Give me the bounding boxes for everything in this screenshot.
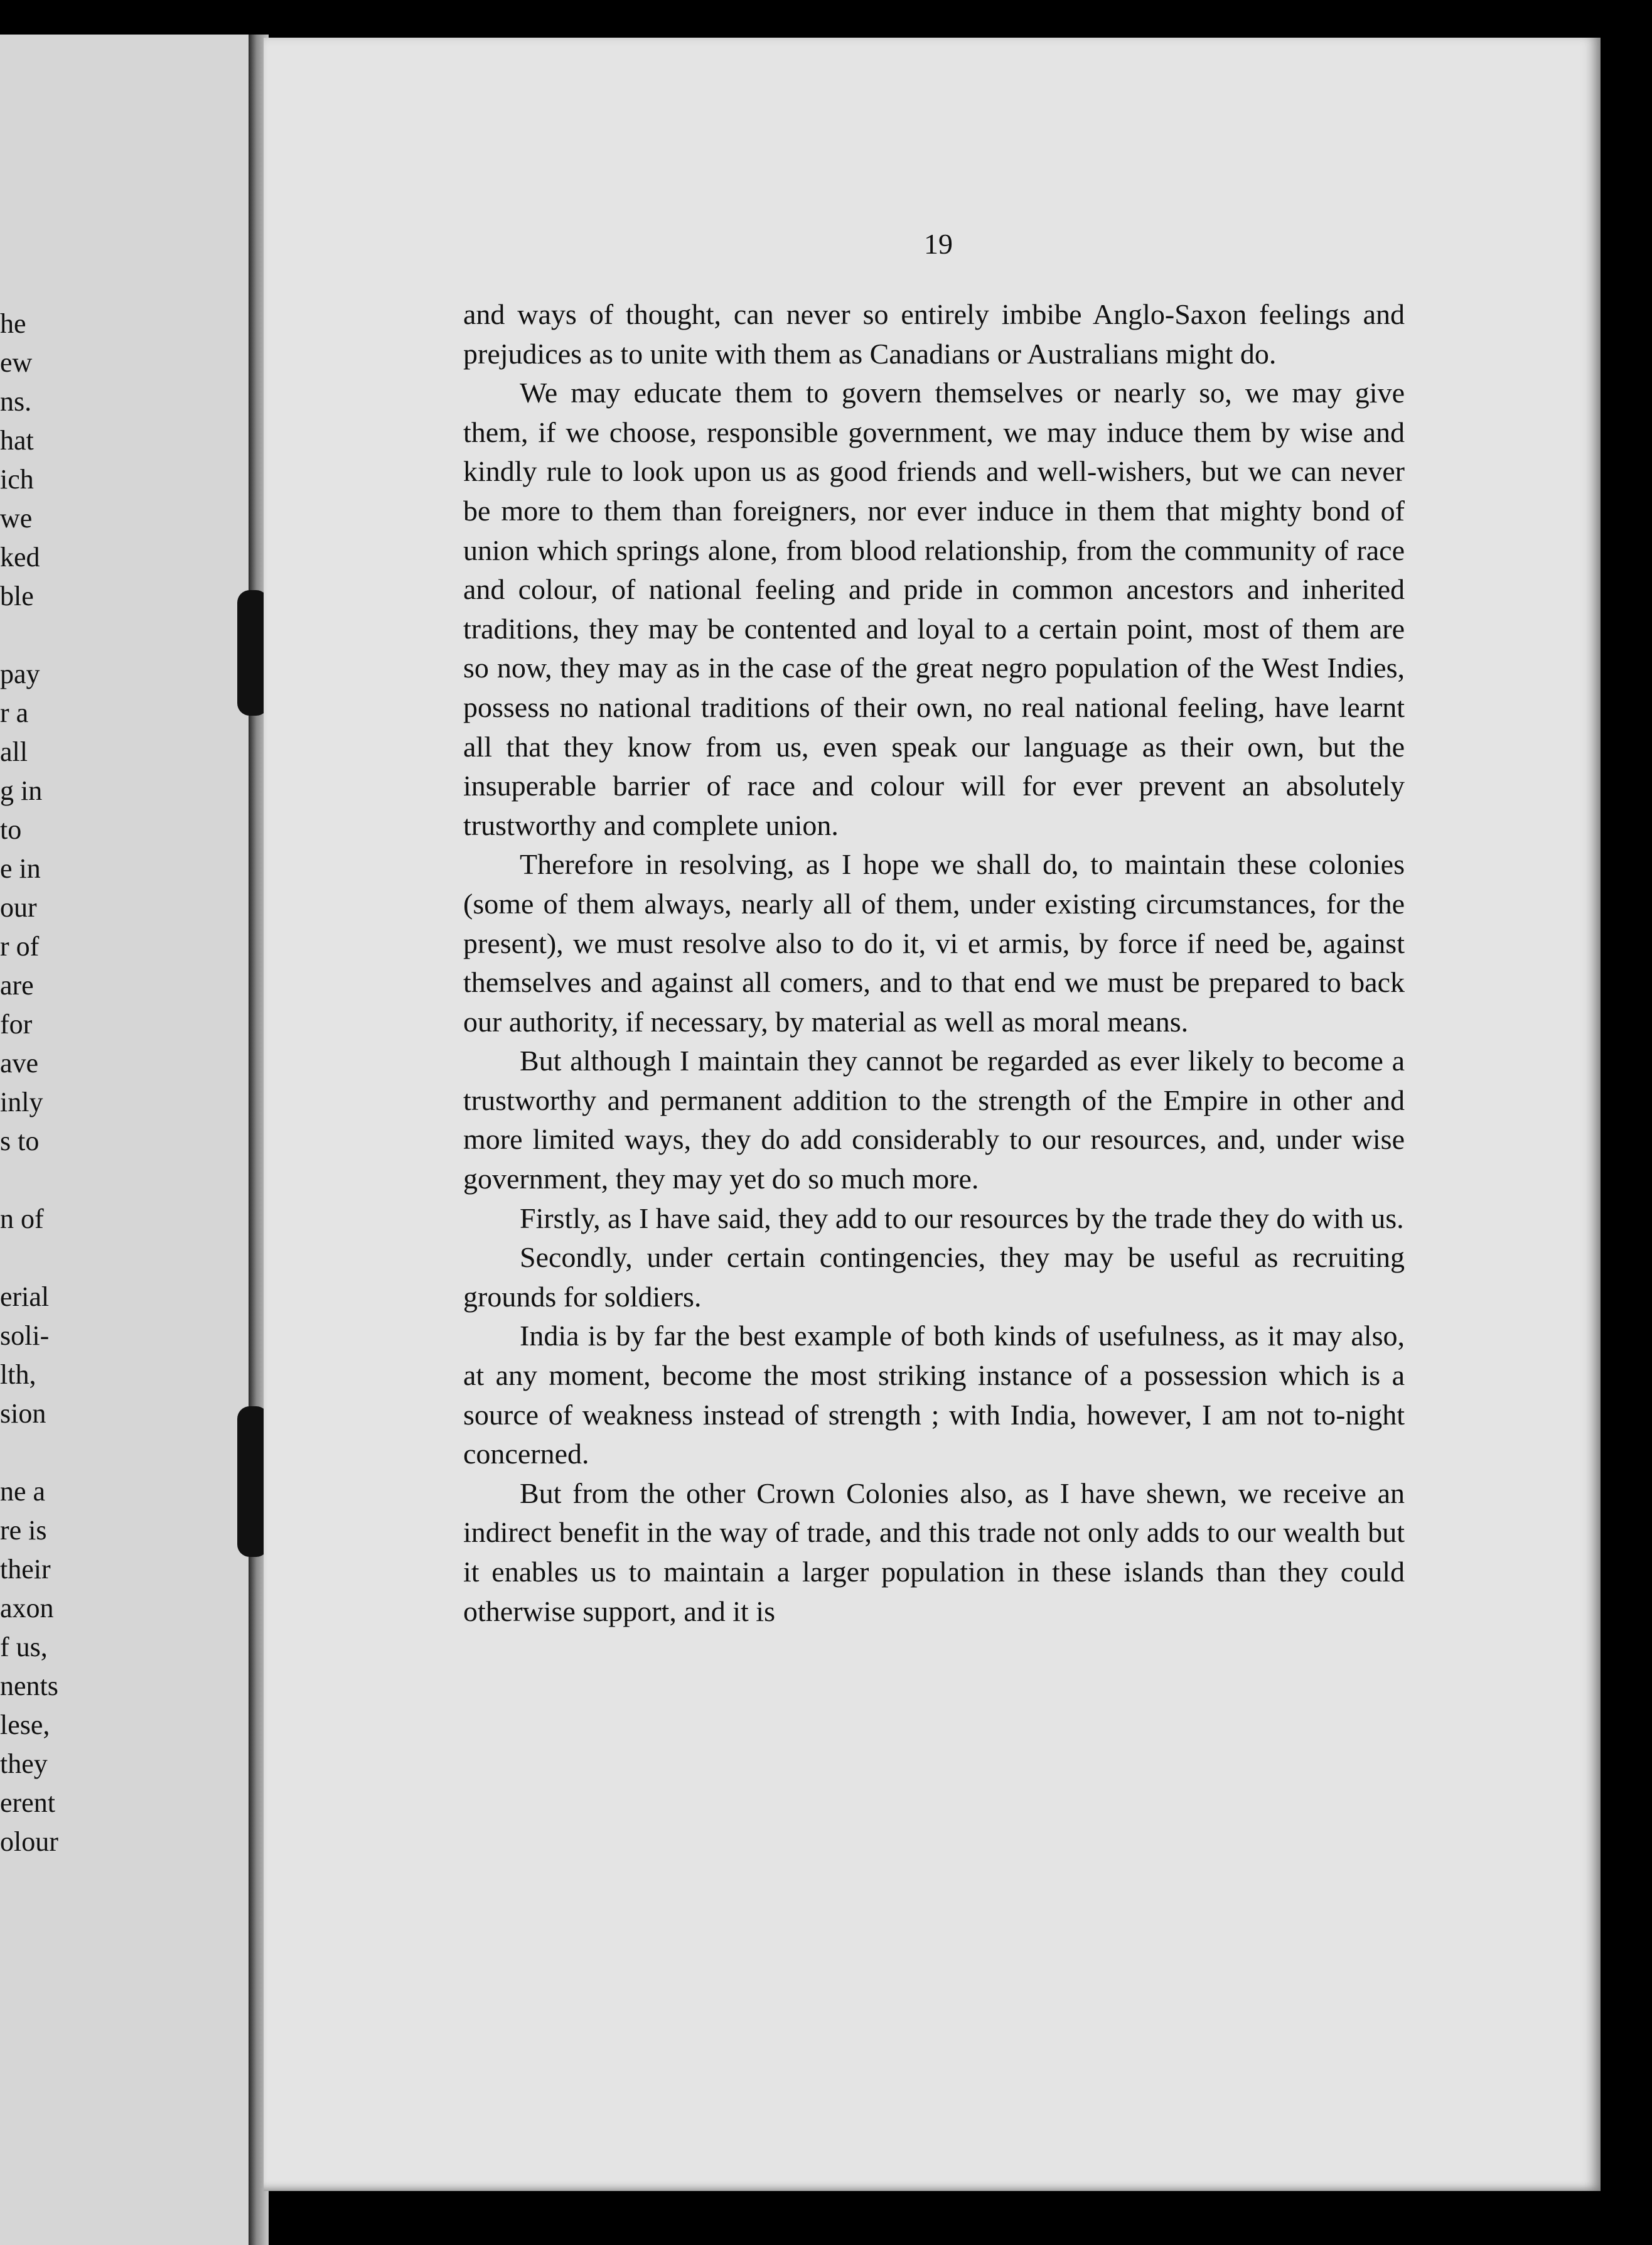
left-page-fragment: s to bbox=[0, 1126, 40, 1156]
body-text bbox=[463, 295, 1405, 1631]
left-page-fragment: we bbox=[0, 503, 33, 534]
paragraph: Therefore in resolving, as I hope we shall do, to maintain these colonies (some of them always, nearly all of them, under existing circumstances, for the present), we must resolve also to do it, vi et armis, by force if need be, against themselves and against all comers, and to that end we must be prepared to back our authority, if necessary, by material as well as moral means. bbox=[463, 848, 1405, 1038]
paragraph: Secondly, under certain contingencies, they may be useful as recruiting grounds for soldiers. bbox=[463, 1241, 1405, 1313]
left-page-fragment: erial bbox=[0, 1281, 50, 1312]
paragraph: Firstly, as I have said, they add to our resources by the trade they do with us. bbox=[520, 1202, 1404, 1234]
left-page-fragment: ked bbox=[0, 542, 40, 573]
left-page-fragment: are bbox=[0, 970, 34, 1001]
left-page-fragment: f us, bbox=[0, 1632, 48, 1662]
left-page-fragment: g in bbox=[0, 775, 43, 806]
left-page-fragment: hat bbox=[0, 425, 34, 456]
left-page-fragment: olour bbox=[0, 1826, 58, 1857]
left-page-fragment: inly bbox=[0, 1087, 43, 1117]
left-page-fragment: pay bbox=[0, 659, 40, 689]
left-page-fragment: to bbox=[0, 814, 22, 845]
left-page-fragment: lth, bbox=[0, 1359, 36, 1390]
left-page-fragment: sion bbox=[0, 1398, 46, 1429]
page-number: 19 bbox=[924, 228, 953, 260]
left-page-fragment: ble bbox=[0, 581, 34, 611]
left-page-fragment: ns. bbox=[0, 386, 32, 417]
paragraph: We may educate them to govern themselves or nearly so, we may give them, if we choose, responsible government, we may induce them by wise and kindly rule to look upon us as good friends and well-wishers, but we can never be more to them than foreigners, nor ever induce in them that mighty bond of union which springs alone, from blood relationship, from the community of race and colour, of national feeling and pride in common ancestors and inherited traditions, they may be contented and loyal to a certain point, most of them are so now, they may as in the case of the great negro population of the West Indies, possess no national traditions of their own, no real national feeling, have learnt all that they know from us, even speak our language as their own, but the insuperable barrier of race and colour will for ever prevent an absolutely trustworthy and complete union. bbox=[463, 377, 1405, 841]
left-page-fragment: ave bbox=[0, 1048, 39, 1079]
left-page-fragment: r a bbox=[0, 697, 29, 728]
left-page-fragment: their bbox=[0, 1554, 51, 1585]
left-page-fragment: axon bbox=[0, 1593, 54, 1623]
left-page-fragment: ew bbox=[0, 347, 33, 378]
left-page-fragment: lese, bbox=[0, 1709, 50, 1740]
left-page-fragment: soli- bbox=[0, 1320, 50, 1351]
left-page-fragment: n of bbox=[0, 1203, 44, 1234]
left-page-fragment: ne a bbox=[0, 1476, 46, 1507]
left-page-fragment: erent bbox=[0, 1787, 55, 1818]
left-page-fragment: ich bbox=[0, 464, 34, 495]
left-page-fragment: r of bbox=[0, 931, 40, 962]
left-page-fragment: re is bbox=[0, 1515, 47, 1546]
left-page-fragment: nents bbox=[0, 1671, 58, 1701]
paragraph: and ways of thought, can never so entirely imbibe Anglo-Saxon feelings and prejudices as to unite with them as Canadians or Australians might do. bbox=[463, 298, 1405, 370]
paragraph: But from the other Crown Colonies also, as I have shewn, we receive an indirect benefit in the way of trade, and this trade not only adds to our wealth but it enables us to maintain a larger population in these islands than they could otherwise support, and it is bbox=[463, 1477, 1405, 1627]
left-page-fragment: e in bbox=[0, 853, 41, 884]
left-page-fragment: they bbox=[0, 1748, 48, 1779]
left-page-fragment: he bbox=[0, 308, 26, 339]
paragraph: India is by far the best example of both kinds of usefulness, as it may also, at any moment, become the most striking instance of a possession which is a source of weakness instead of strength ; with India, however, I am not to-night concerned. bbox=[463, 1320, 1405, 1470]
left-page-fragment: all bbox=[0, 736, 28, 767]
left-page-fragment: our bbox=[0, 892, 37, 923]
left-page-fragment: for bbox=[0, 1009, 33, 1040]
paragraph: But although I maintain they cannot be regarded as ever likely to become a trustworthy and permanent addition to the strength of the Empire in other and more limited ways, they do add considerably to our resources, and, under wise government, they may yet do so much more. bbox=[463, 1045, 1405, 1195]
